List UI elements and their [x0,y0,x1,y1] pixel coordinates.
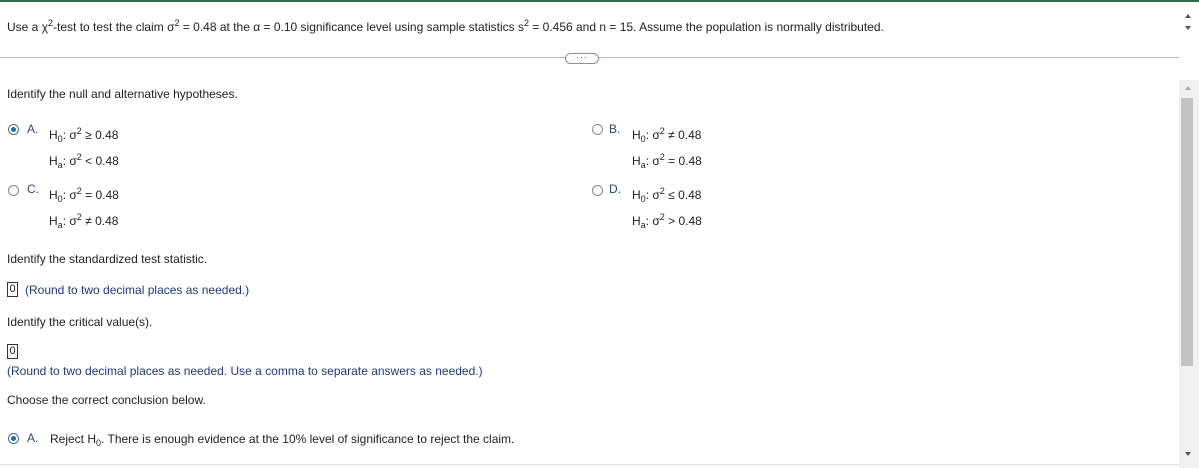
radio-option-b[interactable] [592,124,603,135]
option-c-letter: C. [27,182,39,196]
top-border [0,0,1199,2]
option-b-ha: $H_a$: $\sigma^2 = 0.48$ [632,152,702,170]
option-d-h0: $H_0$: $\sigma^2 \le 0.48$ [632,186,702,204]
scrollbar-thumb[interactable] [1181,98,1193,366]
test-stat-prompt: Identify the standardized test statistic. [7,252,208,266]
hypotheses-prompt: Identify the null and alternative hypotheses. [7,87,238,101]
radio-option-a[interactable] [8,124,19,135]
main-scroll-down-arrow-icon[interactable] [1185,452,1191,456]
radio-option-c[interactable] [8,185,19,196]
test-stat-note: (Round to two decimal places as needed.) [25,283,250,297]
radio-conclusion-a[interactable] [8,433,19,444]
conclusion-a-letter: A. [27,431,39,445]
critical-prompt: Identify the critical value(s). [7,315,153,329]
option-d-ha: $H_a$: $\sigma^2 > 0.48$ [632,212,702,230]
critical-answer-box[interactable]: 0 [7,344,18,359]
option-b-h0: $H_0$: $\sigma^2 \ne 0.48$ [632,126,702,144]
critical-note: (Round to two decimal places as needed. Use a comma to separate answers as needed.) [7,364,483,378]
conclusion-a-text: Reject $H_0$. There is enough evidence at the 10% level of significance to reject the claim. [50,432,515,448]
bottom-border [0,464,1179,465]
conclusion-prompt: Choose the correct conclusion below. [7,393,206,407]
option-a-h0: $H_0$: $\sigma^2 \ge 0.48$ [49,126,119,144]
main-scroll-up-arrow-icon[interactable] [1185,86,1191,90]
option-a-ha: $H_a$: $\sigma^2 < 0.48$ [49,152,119,170]
option-b-letter: B. [609,122,621,136]
question-scrollbar[interactable] [1179,4,1199,40]
option-c-ha: $H_a$: $\sigma^2 \ne 0.48$ [49,212,119,230]
scroll-down-arrow-icon[interactable] [1185,26,1191,30]
more-button[interactable]: ··· [565,53,599,64]
radio-option-d[interactable] [592,185,603,196]
test-stat-answer-box[interactable]: 0 [7,282,18,297]
question-text: Use a $\chi^2$-test to test the claim $\sigma^2 = 0.48$ at the α = 0.10 significance level using sample statistics $s^2 = 0.456$ and n = 15. Assume the population is normally distributed. [7,18,884,34]
scroll-up-arrow-icon[interactable] [1185,14,1191,18]
option-c-h0: $H_0$: $\sigma^2 = 0.48$ [49,186,119,204]
option-a-letter: A. [27,122,39,136]
option-d-letter: D. [609,182,621,196]
